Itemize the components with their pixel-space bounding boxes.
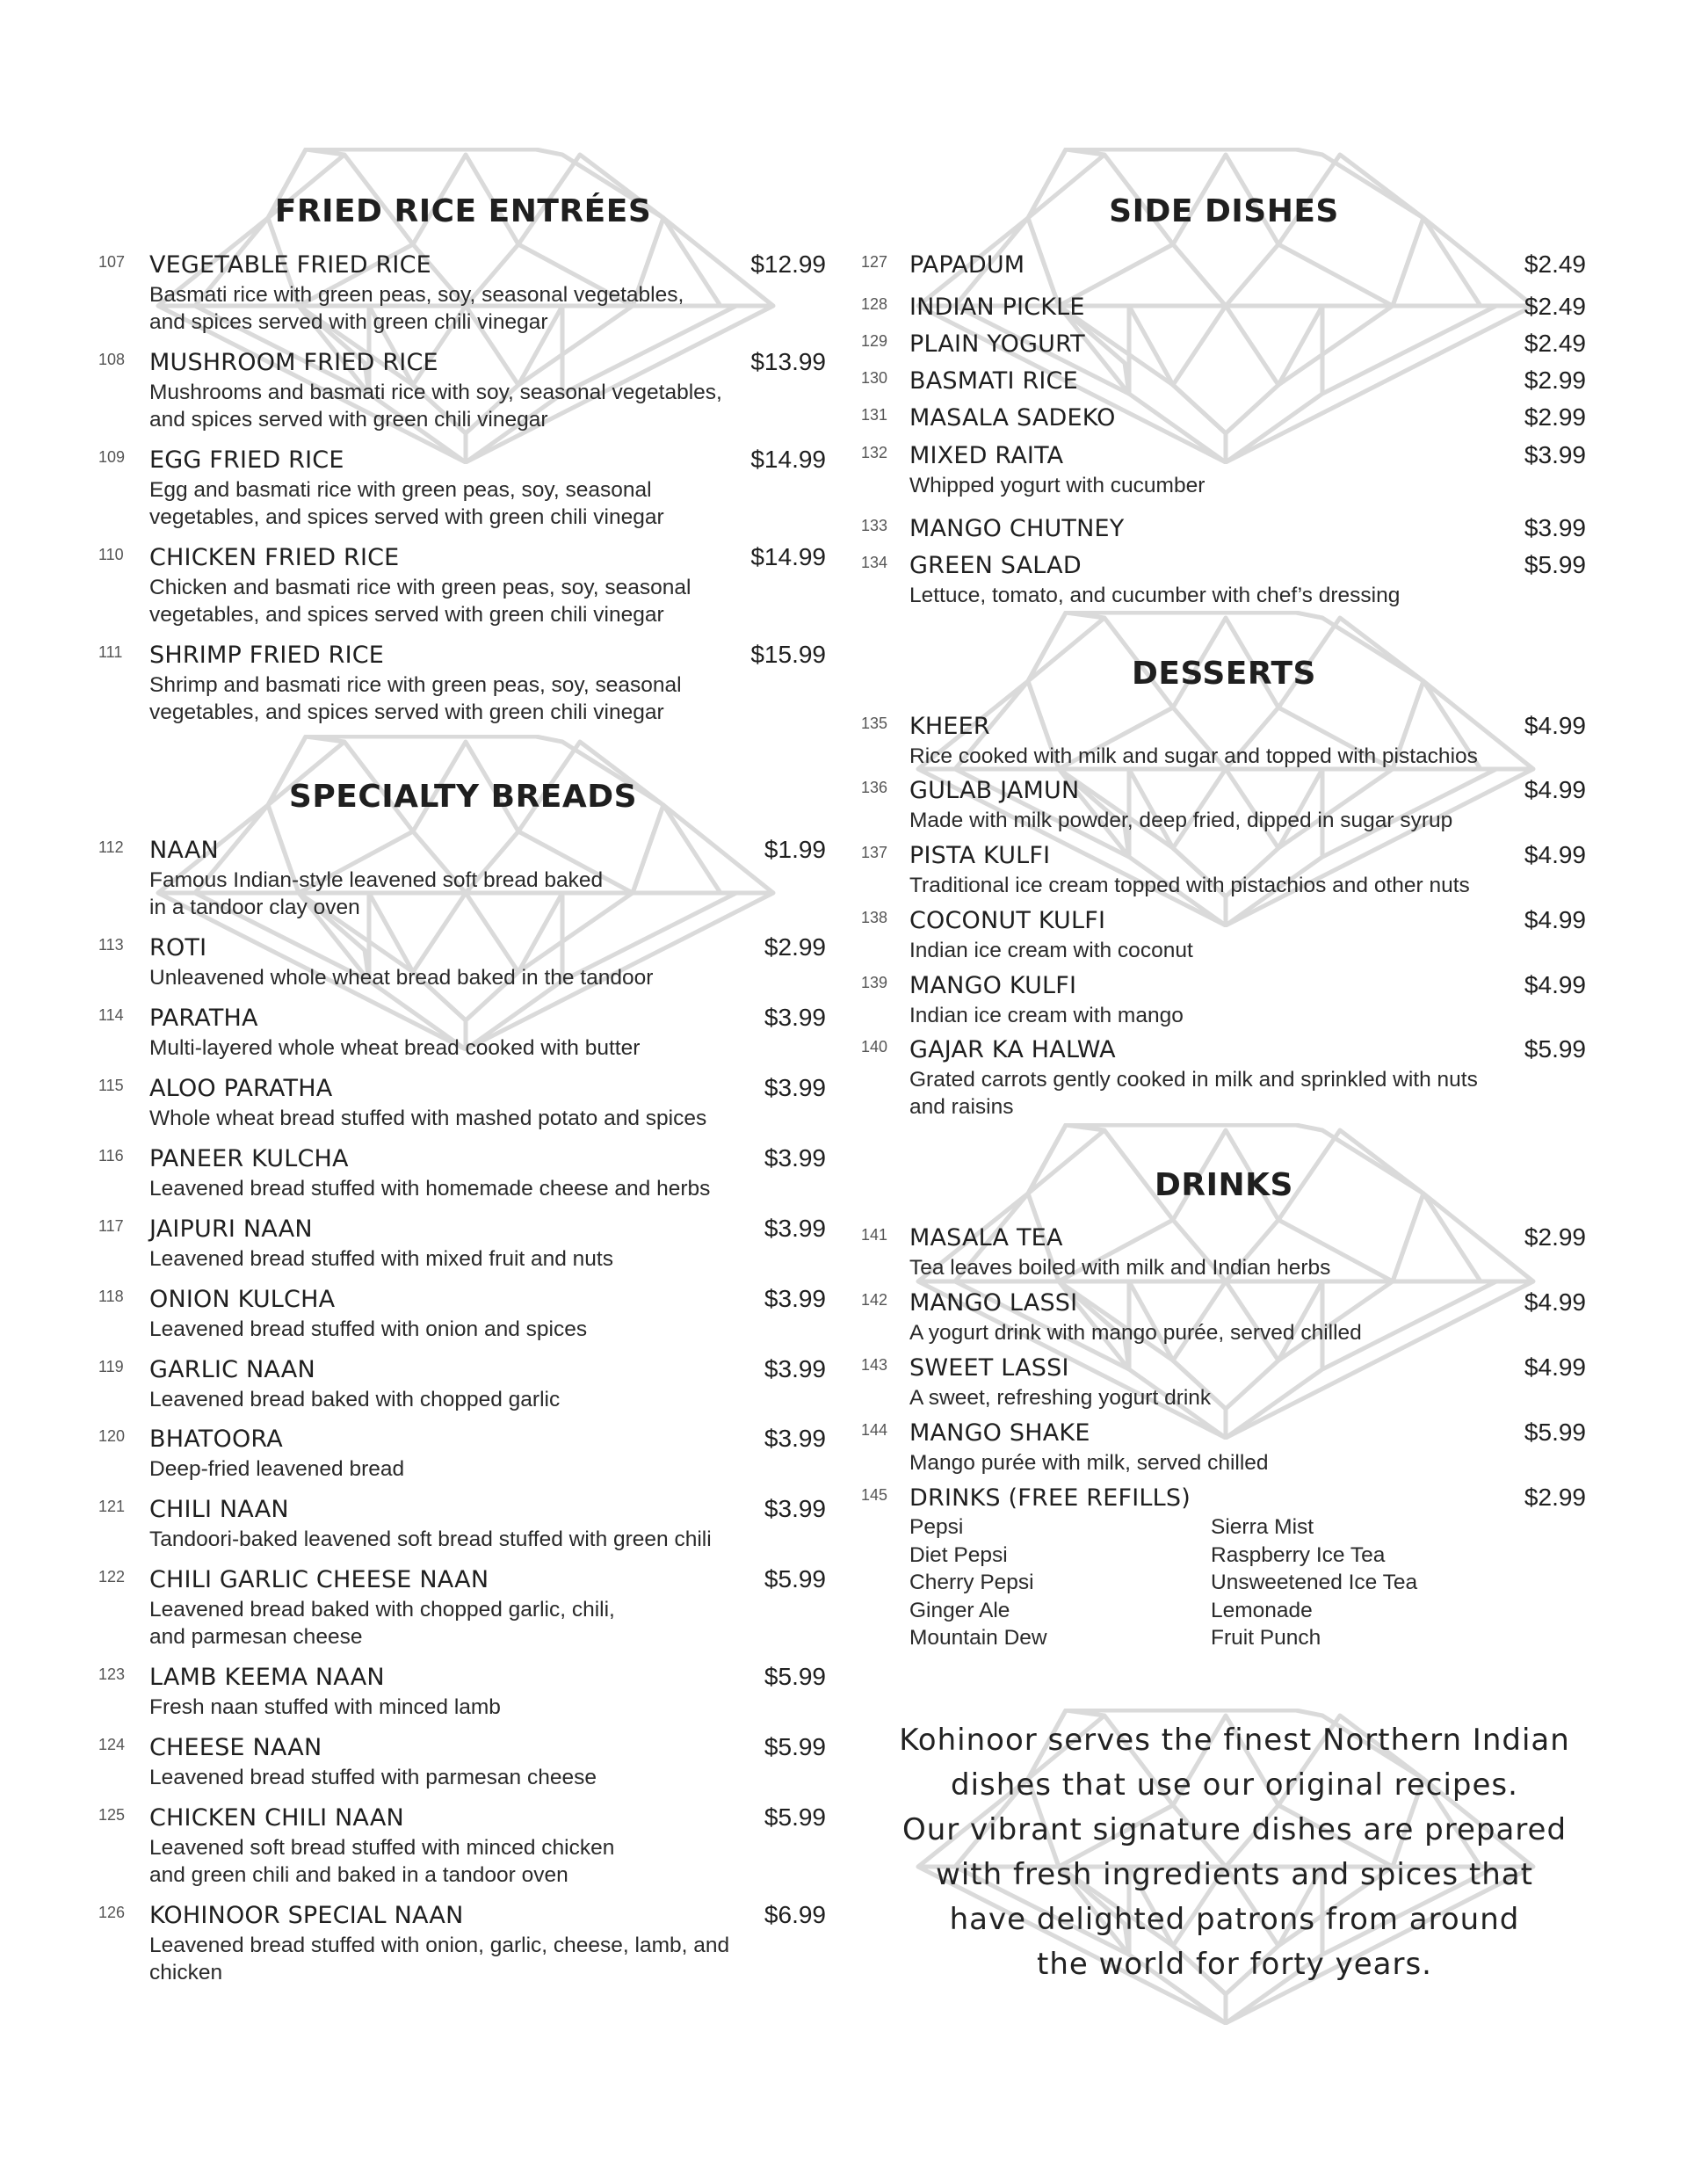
description-line: Rice cooked with milk and sugar and topped with pistachios [909, 744, 1478, 768]
description-line: Fresh naan stuffed with minced lamb [149, 1695, 501, 1719]
item-price: $3.99 [1524, 514, 1586, 541]
item-description [149, 1034, 640, 1062]
item-number: 128 [861, 295, 888, 313]
item-description [149, 476, 664, 531]
soft-drinks-left-list [909, 1513, 1047, 1652]
description-line: A yogurt drink with mango purée, served chilled [909, 1321, 1362, 1345]
item-number: 107 [98, 253, 126, 271]
item-description [149, 574, 691, 628]
description-line: Basmati rice with green peas, soy, seasonal vegetables, [149, 283, 684, 307]
section-title-fried-rice: FRIED RICE ENTRÉES [274, 193, 652, 229]
description-line: Egg and basmati rice with green peas, soy, seasonal [149, 478, 652, 502]
item-number: 140 [861, 1038, 888, 1056]
item-name: VEGETABLE FRIED RICE [149, 251, 431, 279]
item-number: 110 [98, 546, 124, 563]
item-number: 137 [861, 844, 888, 861]
item-price: $5.99 [764, 1565, 826, 1593]
item-price: $2.49 [1524, 250, 1586, 278]
description-line: Leavened bread stuffed with onion, garlic, cheese, lamb, and [149, 1934, 730, 1957]
tagline-line: have delighted patrons from around [949, 1902, 1520, 1937]
item-number: 109 [98, 448, 126, 466]
item-description [909, 1319, 1362, 1346]
item-name: MUSHROOM FRIED RICE [149, 349, 438, 376]
item-number: 118 [98, 1288, 124, 1305]
description-line: and spices served with green chili vinegar [149, 310, 548, 334]
description-line: Grated carrots gently cooked in milk and sprinkled with nuts [909, 1068, 1478, 1092]
soft-drink-option: Lemonade [1211, 1598, 1313, 1622]
item-price: $2.99 [1524, 366, 1586, 394]
description-line: in a tandoor clay oven [149, 896, 360, 919]
item-number: 130 [861, 369, 888, 387]
item-description [149, 1386, 560, 1413]
item-name: BASMATI RICE [909, 367, 1078, 395]
item-number: 138 [861, 909, 888, 926]
item-number: 129 [861, 332, 888, 350]
item-description [149, 1834, 614, 1889]
item-name: PARATHA [149, 1005, 258, 1032]
item-number: 112 [98, 838, 124, 856]
description-line: Famous Indian-style leavened soft bread baked [149, 868, 604, 892]
item-description [149, 1694, 501, 1721]
item-price: $4.99 [1524, 906, 1586, 933]
soft-drink-option: Raspberry Ice Tea [1211, 1542, 1386, 1567]
description-line: Whole wheat bread stuffed with mashed potato and spices [149, 1107, 707, 1130]
item-name: SWEET LASSI [909, 1354, 1069, 1382]
item-price: $13.99 [750, 348, 826, 375]
item-name: ONION KULCHA [149, 1286, 336, 1313]
item-description [909, 1066, 1478, 1121]
item-price: $2.49 [1524, 293, 1586, 320]
item-price: $2.99 [1524, 403, 1586, 431]
item-description [149, 1526, 712, 1553]
item-number: 115 [98, 1077, 124, 1094]
item-description [149, 1932, 729, 1986]
item-price: $4.99 [1524, 1353, 1586, 1381]
soft-drink-option: Unsweetened Ice Tea [1211, 1571, 1418, 1594]
item-number: 121 [98, 1498, 126, 1515]
soft-drink-option: Mountain Dew [909, 1626, 1047, 1650]
soft-drink-option: Ginger Ale [909, 1598, 1010, 1622]
item-price: $14.99 [750, 543, 826, 570]
item-price: $2.49 [1524, 330, 1586, 357]
item-number: 136 [861, 779, 888, 796]
item-number: 119 [98, 1358, 124, 1375]
item-description [149, 1764, 597, 1791]
description-line: Multi-layered whole wheat bread cooked with butter [149, 1036, 641, 1060]
section-title-drinks: DRINKS [1155, 1167, 1293, 1203]
description-line: Lettuce, tomato, and cucumber with chef’s dressing [909, 584, 1401, 607]
item-name: GULAB JAMUN [909, 777, 1080, 804]
item-name: CHEESE NAAN [149, 1734, 322, 1761]
description-line: vegetables, and spices served with green chili vinegar [149, 505, 664, 529]
item-name: PISTA KULFI [909, 842, 1051, 869]
description-line: Traditional ice cream topped with pistachios and other nuts [909, 874, 1470, 897]
item-number: 116 [98, 1147, 124, 1165]
description-line: and green chili and baked in a tandoor oven [149, 1863, 568, 1887]
item-name: CHILI NAAN [149, 1496, 289, 1523]
section-title-breads: SPECIALTY BREADS [288, 779, 638, 815]
item-description [909, 937, 1193, 964]
item-price: $3.99 [764, 1495, 826, 1522]
description-line: Tandoori-baked leavened soft bread stuffed with green chili [149, 1527, 712, 1551]
item-number: 123 [98, 1665, 126, 1683]
description-line: Leavened bread stuffed with homemade cheese and herbs [149, 1177, 711, 1201]
item-name: JAIPURI NAAN [149, 1215, 313, 1243]
item-name: CHILI GARLIC CHEESE NAAN [149, 1566, 489, 1593]
tagline-line: dishes that use our original recipes. [951, 1767, 1518, 1803]
item-description [149, 1596, 615, 1651]
description-line: Chicken and basmati rice with green peas, soy, seasonal [149, 576, 691, 599]
item-name: CHICKEN FRIED RICE [149, 544, 400, 571]
description-line: chicken [149, 1961, 223, 1984]
item-name: PANEER KULCHA [149, 1145, 349, 1172]
description-line: Indian ice cream with coconut [909, 939, 1193, 962]
item-description [909, 472, 1205, 499]
description-line: Leavened bread baked with chopped garlic [149, 1388, 561, 1411]
item-name: ALOO PARATHA [149, 1075, 333, 1102]
item-number: 113 [98, 936, 124, 954]
item-number: 133 [861, 517, 888, 534]
item-name: ROTI [149, 934, 207, 961]
description-line: Tea leaves boiled with milk and Indian herbs [909, 1256, 1331, 1280]
item-price: $15.99 [750, 641, 826, 668]
item-description [149, 1105, 706, 1132]
description-line: Unleavened whole wheat bread baked in the tandoor [149, 966, 654, 990]
description-line: Leavened bread stuffed with mixed fruit and nuts [149, 1247, 613, 1271]
item-name: PLAIN YOGURT [909, 330, 1085, 358]
item-price: $5.99 [1524, 551, 1586, 578]
item-number: 141 [861, 1226, 888, 1244]
restaurant-tagline [874, 1718, 1595, 1987]
tagline-line: with fresh ingredients and spices that [936, 1857, 1533, 1892]
soft-drink-option: Sierra Mist [1211, 1515, 1314, 1539]
item-number: 108 [98, 351, 126, 368]
item-price: $6.99 [764, 1901, 826, 1928]
item-number: 143 [861, 1356, 888, 1374]
description-line: Made with milk powder, deep fried, dipped in sugar syrup [909, 809, 1453, 832]
item-description [149, 1175, 710, 1202]
item-name: CHICKEN CHILI NAAN [149, 1804, 404, 1832]
section-title-desserts: DESSERTS [1132, 656, 1316, 692]
item-number: 124 [98, 1736, 126, 1753]
description-line: Mushrooms and basmati rice with soy, seasonal vegetables, [149, 381, 722, 404]
soft-drink-option: Diet Pepsi [909, 1542, 1008, 1567]
item-price: $3.99 [764, 1004, 826, 1031]
item-name: EGG FRIED RICE [149, 446, 344, 474]
soft-drink-option: Pepsi [909, 1515, 964, 1539]
item-price: $5.99 [764, 1803, 826, 1831]
item-price: $3.99 [764, 1074, 826, 1101]
item-price: $2.99 [764, 933, 826, 961]
item-name: SHRIMP FRIED RICE [149, 642, 385, 669]
soft-drink-option: Fruit Punch [1211, 1626, 1321, 1650]
item-name: MANGO SHAKE [909, 1419, 1090, 1447]
soft-drink-option: Cherry Pepsi [909, 1571, 1034, 1594]
item-description [149, 867, 603, 921]
item-name: MANGO KULFI [909, 972, 1077, 999]
item-description [909, 1384, 1211, 1411]
item-price: $4.99 [1524, 1288, 1586, 1316]
item-number: 126 [98, 1904, 126, 1921]
item-number: 144 [861, 1421, 888, 1439]
item-price: $14.99 [750, 446, 826, 473]
item-number: 145 [861, 1486, 888, 1504]
description-line: Indian ice cream with mango [909, 1004, 1184, 1027]
item-price: $3.99 [764, 1425, 826, 1452]
item-price: $4.99 [1524, 841, 1586, 868]
description-line: and parmesan cheese [149, 1625, 363, 1649]
item-description [909, 582, 1400, 609]
item-price: $3.99 [764, 1144, 826, 1172]
description-line: Shrimp and basmati rice with green peas, soy, seasonal [149, 673, 682, 697]
item-number: 114 [98, 1006, 124, 1024]
item-price: $4.99 [1524, 712, 1586, 739]
item-price: $3.99 [764, 1355, 826, 1382]
tagline-line: the world for forty years. [1037, 1947, 1432, 1982]
item-name: MASALA TEA [909, 1224, 1063, 1252]
item-description [909, 1254, 1330, 1281]
section-title-sides: SIDE DISHES [1109, 193, 1339, 229]
item-name: BHATOORA [149, 1426, 283, 1453]
item-description [149, 281, 684, 336]
item-description [149, 671, 682, 726]
description-line: Leavened bread stuffed with parmesan cheese [149, 1766, 597, 1789]
item-description [909, 1002, 1184, 1029]
item-price: $4.99 [1524, 971, 1586, 998]
item-description [909, 807, 1452, 834]
item-description [149, 379, 722, 433]
description-line: vegetables, and spices served with green chili vinegar [149, 700, 664, 724]
item-number: 131 [861, 406, 888, 424]
description-line: A sweet, refreshing yogurt drink [909, 1386, 1212, 1410]
item-price: $2.99 [1524, 1223, 1586, 1251]
item-price: $12.99 [750, 250, 826, 278]
item-number: 134 [861, 554, 888, 571]
item-name: GAJAR KA HALWA [909, 1036, 1116, 1063]
item-number: 120 [98, 1427, 126, 1445]
tagline-line: Kohinoor serves the finest Northern Indian [899, 1723, 1570, 1758]
item-price: $5.99 [1524, 1035, 1586, 1063]
item-number: 125 [98, 1806, 126, 1824]
item-name: COCONUT KULFI [909, 907, 1106, 934]
item-name: INDIAN PICKLE [909, 294, 1085, 321]
item-name: PAPADUM [909, 251, 1025, 279]
item-number: 122 [98, 1568, 126, 1585]
description-line: Leavened bread stuffed with onion and spices [149, 1317, 588, 1341]
item-number: 135 [861, 715, 888, 732]
item-price: $3.99 [764, 1285, 826, 1312]
item-price: $5.99 [764, 1663, 826, 1690]
item-description [909, 743, 1478, 770]
item-description [149, 1245, 613, 1273]
item-price: $3.99 [1524, 441, 1586, 468]
tagline-line: Our vibrant signature dishes are prepared [901, 1812, 1568, 1847]
item-description [149, 1455, 404, 1483]
item-number: 111 [98, 643, 123, 661]
item-price: $5.99 [764, 1733, 826, 1760]
item-number: 127 [861, 253, 888, 271]
item-price: $1.99 [764, 836, 826, 863]
item-name: DRINKS (FREE REFILLS) [909, 1484, 1191, 1512]
item-description [149, 964, 653, 991]
soft-drinks-right-list [1211, 1513, 1417, 1652]
item-description [909, 1449, 1269, 1477]
item-name: LAMB KEEMA NAAN [149, 1664, 385, 1691]
description-line: Leavened soft bread stuffed with minced chicken [149, 1836, 615, 1860]
item-name: NAAN [149, 837, 219, 864]
item-name: MIXED RAITA [909, 442, 1064, 469]
item-name: GREEN SALAD [909, 552, 1082, 579]
item-name: KHEER [909, 713, 990, 740]
item-name: MASALA SADEKO [909, 404, 1116, 432]
item-number: 132 [861, 444, 888, 461]
item-description [909, 872, 1470, 899]
item-price: $5.99 [1524, 1419, 1586, 1446]
description-line: vegetables, and spices served with green chili vinegar [149, 603, 664, 627]
description-line: and raisins [909, 1095, 1014, 1119]
description-line: Deep-fried leavened bread [149, 1457, 405, 1481]
description-line: Whipped yogurt with cucumber [909, 474, 1206, 497]
item-description [149, 1316, 587, 1343]
description-line: and spices served with green chili vinegar [149, 408, 548, 432]
item-name: GARLIC NAAN [149, 1356, 315, 1383]
item-price: $3.99 [764, 1215, 826, 1242]
item-price: $4.99 [1524, 776, 1586, 803]
item-number: 139 [861, 974, 888, 991]
item-number: 117 [98, 1217, 124, 1235]
item-price: $2.99 [1524, 1484, 1586, 1511]
item-name: KOHINOOR SPECIAL NAAN [149, 1902, 464, 1929]
description-line: Leavened bread baked with chopped garlic, chili, [149, 1598, 615, 1622]
item-name: MANGO CHUTNEY [909, 515, 1125, 542]
item-number: 142 [861, 1291, 888, 1309]
description-line: Mango purée with milk, served chilled [909, 1451, 1269, 1475]
item-name: MANGO LASSI [909, 1289, 1078, 1317]
